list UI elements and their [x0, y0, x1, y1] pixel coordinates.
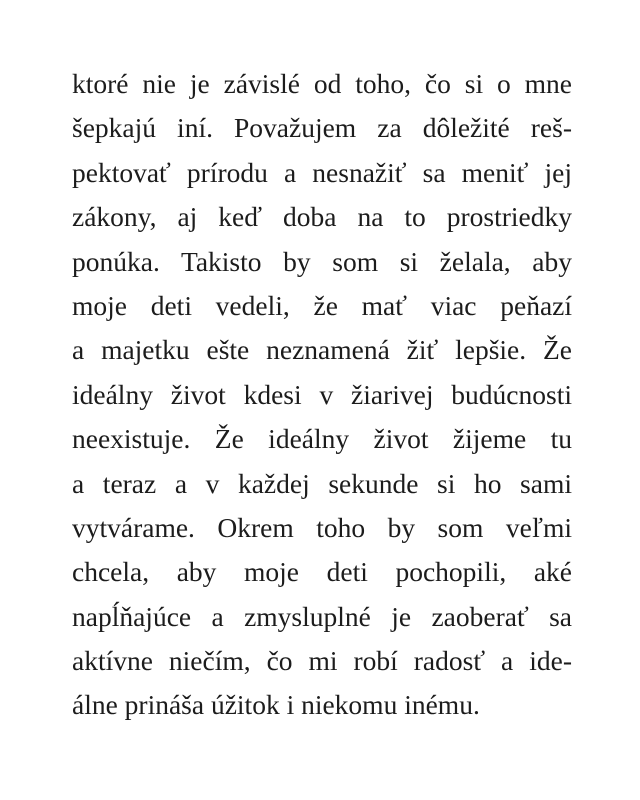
text-line: napĺňajúce a zmysluplné je zaoberať sa: [72, 600, 572, 632]
text-line: ideálny život kdesi v žiarivej budúcnosti: [72, 378, 572, 410]
text-line: neexistuje. Že ideálny život žijeme tu: [72, 423, 572, 455]
text-line: chcela, aby moje deti pochopili, aké: [72, 556, 572, 588]
text-line: álne prináša úžitok i niekomu inému.: [72, 689, 480, 721]
text-line: ponúka. Takisto by som si želala, aby: [72, 245, 572, 277]
text-line: aktívne niečím, čo mi robí radosť a ide-: [72, 645, 572, 677]
text-line: zákony, aj keď doba na to prostriedky: [72, 201, 572, 233]
text-line: šepkajú iní. Považujem za dôležité reš-: [72, 112, 572, 144]
text-line: pektovať prírodu a nesnažiť sa meniť jej: [72, 156, 572, 188]
body-text: [72, 62, 572, 728]
text-line: vytvárame. Okrem toho by som veľmi: [72, 511, 572, 543]
text-line: moje deti vedeli, že mať viac peňazí: [72, 289, 572, 321]
text-line: a majetku ešte neznamená žiť lepšie. Že: [72, 334, 572, 366]
text-line: ktoré nie je závislé od toho, čo si o mne: [72, 68, 572, 99]
text-line: a teraz a v každej sekunde si ho sami: [72, 467, 572, 499]
